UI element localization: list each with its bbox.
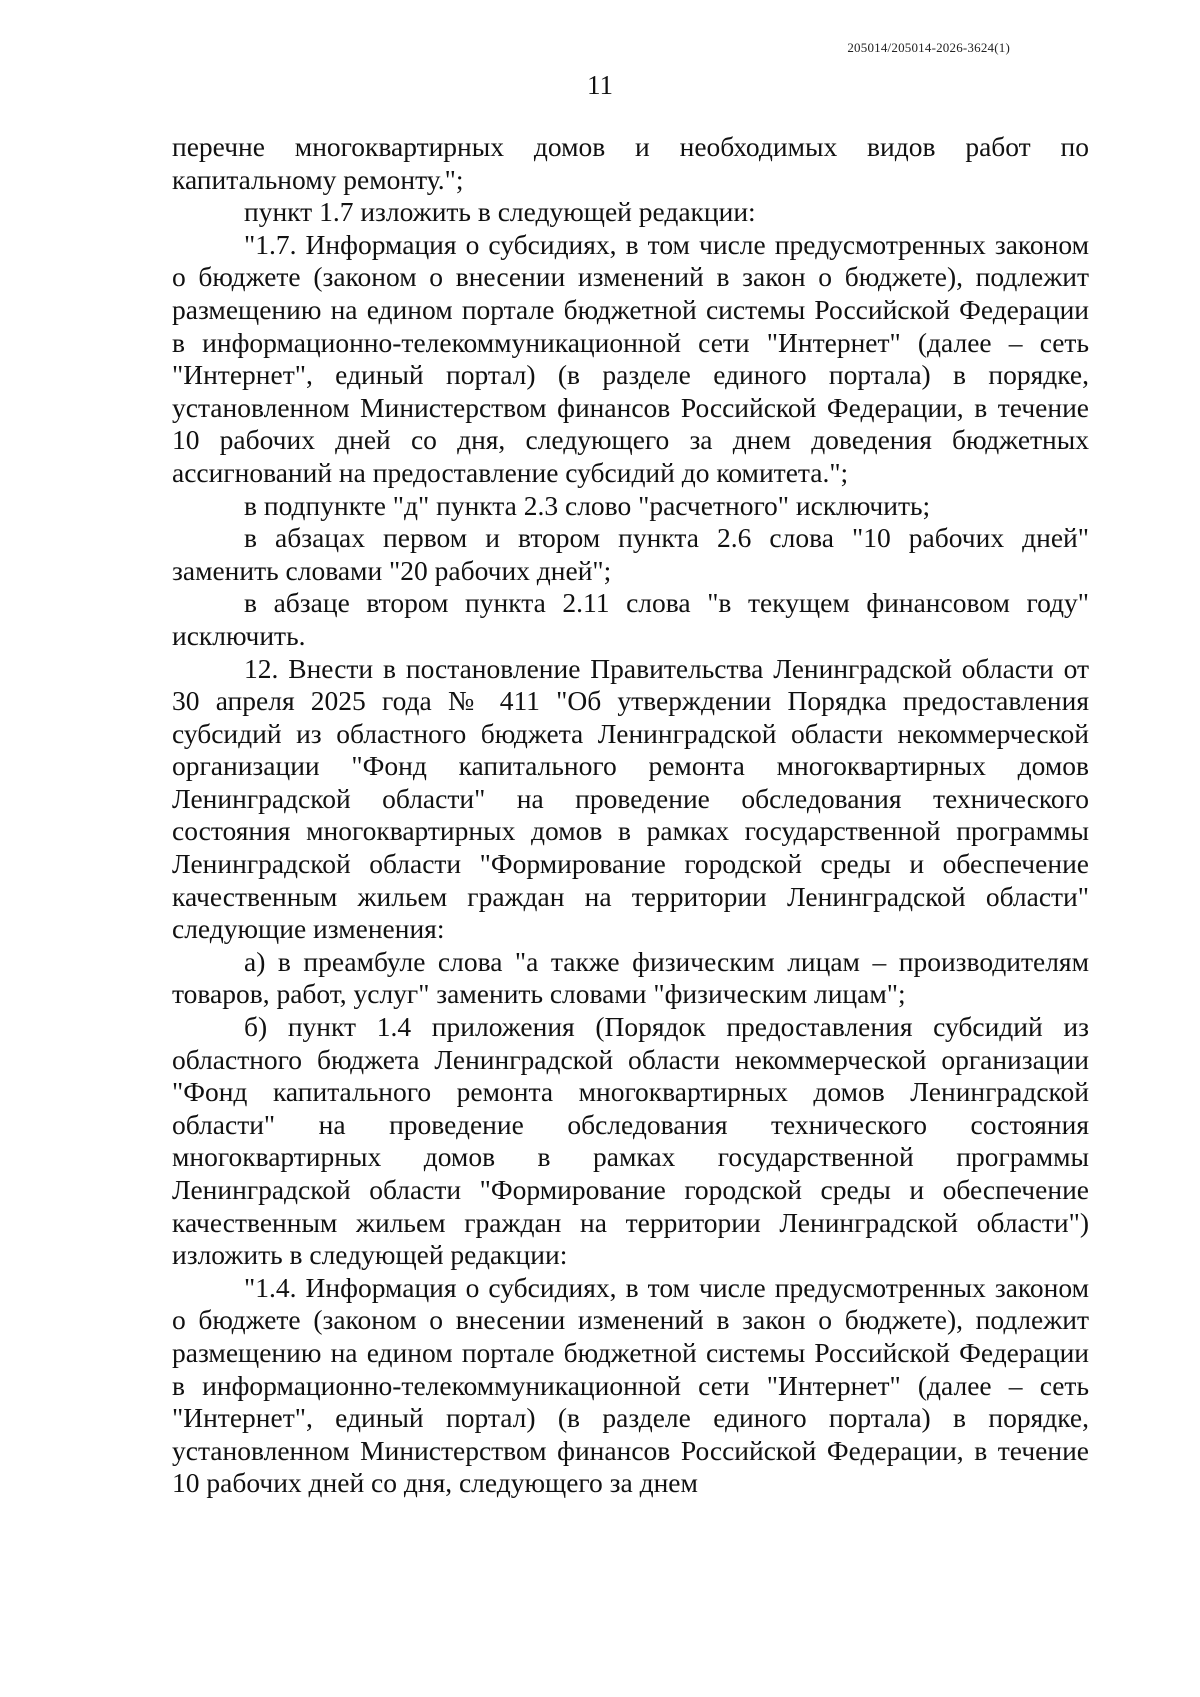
paragraph: "1.7. Информация о субсидиях, в том числе предусмотренных законом о бюджете (законом о внесении изменений в закон о бюджете), подлежит размещению на едином портале бюджетной системы Российской Федерации в информационно-телекоммуникационной сети "Интернет" (далее – сеть "Интернет", единый портал) (в разделе единого портала) в порядке, установленном Министерством финансов Российской Федерации, в течение 10 рабочих дней со дня, следующего за днем доведения бюджетных ассигнований на предоставление субсидий до комитета.";: [172, 228, 1089, 488]
paragraph: в подпункте "д" пункта 2.3 слово "расчетного" исключить;: [244, 489, 931, 521]
paragraph: в абзацах первом и втором пункта 2.6 слова "10 рабочих дней" заменить словами "20 рабочих дней";: [172, 522, 1089, 586]
paragraph: а) в преамбуле слова "а также физическим лицам – производителям товаров, работ, услуг" заменить словами "физическим лицам";: [172, 945, 1089, 1010]
paragraph: перечне многоквартирных домов и необходимых видов работ по капитальному ремонту.";: [172, 131, 1089, 195]
page-number: 11: [587, 70, 613, 100]
document-id: 205014/205014-2026-3624(1): [847, 40, 1010, 55]
paragraph: б) пункт 1.4 приложения (Порядок предоставления субсидий из областного бюджета Ленинградской области некоммерческой организации "Фонд капитального ремонта многоквартирных домов Ленинградской области" на проведение обследования технического состояния многоквартирных домов в рамках государственной программы Ленинградской области "Формирование городской среды и обеспечение качественным жильем граждан на территории Ленинградской области") изложить в следующей редакции:: [172, 1011, 1089, 1271]
paragraph: 12. Внести в постановление Правительства Ленинградской области от 30 апреля 2025 года № 411 "Об утверждении Порядка предоставления субсидий из областного бюджета Ленинградской области некоммерческой организации "Фонд капитального ремонта многоквартирных домов Ленинградской области" на проведение обследования технического состояния многоквартирных домов в рамках государственной программы Ленинградской области "Формирование городской среды и обеспечение качественным жильем граждан на территории Ленинградской области" следующие изменения:: [172, 652, 1089, 945]
paragraph: пункт 1.7 изложить в следующей редакции:: [244, 196, 756, 228]
paragraph: в абзаце втором пункта 2.11 слова "в текущем финансовом году" исключить.: [172, 587, 1089, 651]
paragraph: "1.4. Информация о субсидиях, в том числе предусмотренных законом о бюджете (законом о внесении изменений в закон о бюджете), подлежит размещению на едином портале бюджетной системы Российской Федерации в информационно-телекоммуникационной сети "Интернет" (далее – сеть "Интернет", единый портал) (в разделе единого портала) в порядке, установленном Министерством финансов Российской Федерации, в течение 10 рабочих дней со дня, следующего за днем: [172, 1271, 1089, 1499]
document-body: [172, 131, 1089, 1500]
